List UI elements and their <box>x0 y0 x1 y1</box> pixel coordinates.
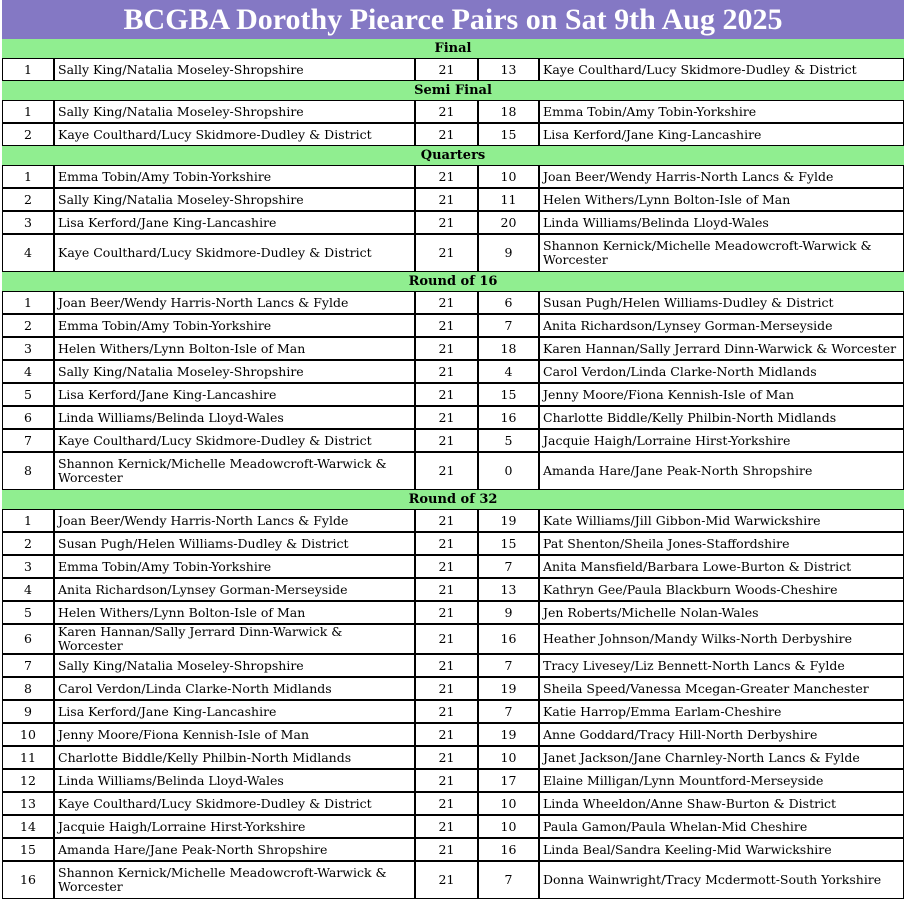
away-score: 7 <box>478 555 539 578</box>
away-pair: Anne Goddard/Tracy Hill-North Derbyshire <box>539 723 904 746</box>
home-pair: Amanda Hare/Jane Peak-North Shropshire <box>54 838 415 861</box>
home-score: 21 <box>415 861 478 899</box>
home-pair: Susan Pugh/Helen Williams-Dudley & District <box>54 532 415 555</box>
round-name: Round of 16 <box>2 272 904 291</box>
home-score: 21 <box>415 123 478 146</box>
home-score: 21 <box>415 838 478 861</box>
home-score: 21 <box>415 383 478 406</box>
match-row <box>2 211 904 234</box>
home-score: 21 <box>415 746 478 769</box>
match-number: 13 <box>2 792 54 815</box>
home-pair: Helen Withers/Lynn Bolton-Isle of Man <box>54 337 415 360</box>
home-score: 21 <box>415 677 478 700</box>
away-score: 13 <box>478 58 539 81</box>
home-score: 21 <box>415 406 478 429</box>
match-row <box>2 406 904 429</box>
match-number: 1 <box>2 58 54 81</box>
away-score: 7 <box>478 700 539 723</box>
home-score: 21 <box>415 314 478 337</box>
away-score: 7 <box>478 861 539 899</box>
home-score: 21 <box>415 815 478 838</box>
home-pair: Linda Williams/Belinda Lloyd-Wales <box>54 769 415 792</box>
match-number: 4 <box>2 360 54 383</box>
match-number: 7 <box>2 654 54 677</box>
home-score: 21 <box>415 211 478 234</box>
home-score: 21 <box>415 188 478 211</box>
match-number: 7 <box>2 429 54 452</box>
away-score: 11 <box>478 188 539 211</box>
away-pair: Jen Roberts/Michelle Nolan-Wales <box>539 601 904 624</box>
away-score: 7 <box>478 654 539 677</box>
away-pair: Jenny Moore/Fiona Kennish-Isle of Man <box>539 383 904 406</box>
match-row <box>2 337 904 360</box>
match-row <box>2 838 904 861</box>
match-number: 1 <box>2 291 54 314</box>
away-score: 10 <box>478 792 539 815</box>
match-number: 12 <box>2 769 54 792</box>
match-number: 3 <box>2 337 54 360</box>
match-row <box>2 861 904 899</box>
away-pair: Karen Hannan/Sally Jerrard Dinn-Warwick & Worcester <box>539 337 904 360</box>
round-header-row <box>2 490 904 509</box>
home-score: 21 <box>415 429 478 452</box>
home-score: 21 <box>415 723 478 746</box>
match-number: 5 <box>2 601 54 624</box>
away-pair: Lisa Kerford/Jane King-Lancashire <box>539 123 904 146</box>
away-score: 5 <box>478 429 539 452</box>
home-pair: Lisa Kerford/Jane King-Lancashire <box>54 211 415 234</box>
round-name: Quarters <box>2 146 904 165</box>
match-number: 9 <box>2 700 54 723</box>
home-score: 21 <box>415 291 478 314</box>
away-score: 15 <box>478 532 539 555</box>
page-title: BCGBA Dorothy Piearce Pairs on Sat 9th Aug 2025 <box>2 0 904 39</box>
away-pair: Susan Pugh/Helen Williams-Dudley & District <box>539 291 904 314</box>
home-pair: Shannon Kernick/Michelle Meadowcroft-Warwick & Worcester <box>54 861 415 899</box>
home-pair: Sally King/Natalia Moseley-Shropshire <box>54 360 415 383</box>
match-row <box>2 314 904 337</box>
away-pair: Tracy Livesey/Liz Bennett-North Lancs & Fylde <box>539 654 904 677</box>
match-row <box>2 746 904 769</box>
away-pair: Janet Jackson/Jane Charnley-North Lancs & Fylde <box>539 746 904 769</box>
home-pair: Sally King/Natalia Moseley-Shropshire <box>54 188 415 211</box>
match-number: 15 <box>2 838 54 861</box>
match-row <box>2 360 904 383</box>
away-pair: Donna Wainwright/Tracy Mcdermott-South Yorkshire <box>539 861 904 899</box>
home-score: 21 <box>415 452 478 490</box>
home-pair: Joan Beer/Wendy Harris-North Lancs & Fylde <box>54 509 415 532</box>
home-pair: Lisa Kerford/Jane King-Lancashire <box>54 700 415 723</box>
home-score: 21 <box>415 601 478 624</box>
away-score: 16 <box>478 838 539 861</box>
match-number: 8 <box>2 452 54 490</box>
away-pair: Helen Withers/Lynn Bolton-Isle of Man <box>539 188 904 211</box>
home-pair: Kaye Coulthard/Lucy Skidmore-Dudley & District <box>54 429 415 452</box>
away-pair: Paula Gamon/Paula Whelan-Mid Cheshire <box>539 815 904 838</box>
round-header-row <box>2 39 904 58</box>
away-score: 0 <box>478 452 539 490</box>
away-score: 18 <box>478 100 539 123</box>
match-row <box>2 383 904 406</box>
away-score: 18 <box>478 337 539 360</box>
away-pair: Jacquie Haigh/Lorraine Hirst-Yorkshire <box>539 429 904 452</box>
match-number: 1 <box>2 509 54 532</box>
home-pair: Lisa Kerford/Jane King-Lancashire <box>54 383 415 406</box>
away-pair: Carol Verdon/Linda Clarke-North Midlands <box>539 360 904 383</box>
away-score: 15 <box>478 123 539 146</box>
away-pair: Kate Williams/Jill Gibbon-Mid Warwickshire <box>539 509 904 532</box>
home-pair: Karen Hannan/Sally Jerrard Dinn-Warwick & Worcester <box>54 624 415 654</box>
home-pair: Kaye Coulthard/Lucy Skidmore-Dudley & District <box>54 123 415 146</box>
away-pair: Linda Williams/Belinda Lloyd-Wales <box>539 211 904 234</box>
results-body <box>2 39 904 899</box>
round-header-row <box>2 272 904 291</box>
home-pair: Sally King/Natalia Moseley-Shropshire <box>54 654 415 677</box>
match-number: 3 <box>2 211 54 234</box>
away-score: 19 <box>478 677 539 700</box>
home-pair: Sally King/Natalia Moseley-Shropshire <box>54 100 415 123</box>
match-row <box>2 509 904 532</box>
match-row <box>2 769 904 792</box>
away-pair: Anita Richardson/Lynsey Gorman-Merseyside <box>539 314 904 337</box>
home-score: 21 <box>415 337 478 360</box>
away-score: 16 <box>478 624 539 654</box>
round-name: Round of 32 <box>2 490 904 509</box>
match-row <box>2 452 904 490</box>
away-pair: Kathryn Gee/Paula Blackburn Woods-Cheshire <box>539 578 904 601</box>
home-score: 21 <box>415 360 478 383</box>
away-score: 9 <box>478 601 539 624</box>
away-score: 16 <box>478 406 539 429</box>
home-score: 21 <box>415 624 478 654</box>
match-row <box>2 165 904 188</box>
round-header-row <box>2 146 904 165</box>
away-score: 19 <box>478 509 539 532</box>
home-pair: Sally King/Natalia Moseley-Shropshire <box>54 58 415 81</box>
away-pair: Pat Shenton/Sheila Jones-Staffordshire <box>539 532 904 555</box>
match-number: 6 <box>2 624 54 654</box>
match-number: 8 <box>2 677 54 700</box>
away-score: 10 <box>478 815 539 838</box>
home-score: 21 <box>415 509 478 532</box>
match-number: 2 <box>2 123 54 146</box>
away-pair: Shannon Kernick/Michelle Meadowcroft-Warwick & Worcester <box>539 234 904 272</box>
match-row <box>2 723 904 746</box>
home-pair: Charlotte Biddle/Kelly Philbin-North Midlands <box>54 746 415 769</box>
away-score: 13 <box>478 578 539 601</box>
away-score: 10 <box>478 746 539 769</box>
away-pair: Joan Beer/Wendy Harris-North Lancs & Fylde <box>539 165 904 188</box>
home-score: 21 <box>415 769 478 792</box>
away-score: 6 <box>478 291 539 314</box>
match-number: 10 <box>2 723 54 746</box>
away-score: 7 <box>478 314 539 337</box>
match-number: 4 <box>2 578 54 601</box>
home-score: 21 <box>415 792 478 815</box>
home-pair: Emma Tobin/Amy Tobin-Yorkshire <box>54 165 415 188</box>
away-score: 17 <box>478 769 539 792</box>
away-pair: Anita Mansfield/Barbara Lowe-Burton & District <box>539 555 904 578</box>
home-pair: Emma Tobin/Amy Tobin-Yorkshire <box>54 555 415 578</box>
match-number: 16 <box>2 861 54 899</box>
away-score: 9 <box>478 234 539 272</box>
home-pair: Emma Tobin/Amy Tobin-Yorkshire <box>54 314 415 337</box>
match-number: 2 <box>2 314 54 337</box>
match-row <box>2 677 904 700</box>
home-pair: Joan Beer/Wendy Harris-North Lancs & Fylde <box>54 291 415 314</box>
home-pair: Helen Withers/Lynn Bolton-Isle of Man <box>54 601 415 624</box>
match-number: 6 <box>2 406 54 429</box>
home-pair: Anita Richardson/Lynsey Gorman-Merseyside <box>54 578 415 601</box>
match-row <box>2 700 904 723</box>
match-number: 11 <box>2 746 54 769</box>
match-number: 2 <box>2 188 54 211</box>
match-row <box>2 291 904 314</box>
away-pair: Emma Tobin/Amy Tobin-Yorkshire <box>539 100 904 123</box>
round-name: Final <box>2 39 904 58</box>
home-score: 21 <box>415 532 478 555</box>
match-number: 1 <box>2 165 54 188</box>
match-row <box>2 58 904 81</box>
away-pair: Kaye Coulthard/Lucy Skidmore-Dudley & District <box>539 58 904 81</box>
match-number: 2 <box>2 532 54 555</box>
match-row <box>2 100 904 123</box>
match-row <box>2 234 904 272</box>
match-row <box>2 123 904 146</box>
match-row <box>2 555 904 578</box>
home-score: 21 <box>415 100 478 123</box>
home-pair: Kaye Coulthard/Lucy Skidmore-Dudley & District <box>54 234 415 272</box>
home-score: 21 <box>415 234 478 272</box>
away-pair: Charlotte Biddle/Kelly Philbin-North Midlands <box>539 406 904 429</box>
home-pair: Kaye Coulthard/Lucy Skidmore-Dudley & District <box>54 792 415 815</box>
home-pair: Carol Verdon/Linda Clarke-North Midlands <box>54 677 415 700</box>
away-score: 20 <box>478 211 539 234</box>
match-number: 3 <box>2 555 54 578</box>
match-row <box>2 601 904 624</box>
home-score: 21 <box>415 58 478 81</box>
away-pair: Katie Harrop/Emma Earlam-Cheshire <box>539 700 904 723</box>
match-row <box>2 429 904 452</box>
home-pair: Jacquie Haigh/Lorraine Hirst-Yorkshire <box>54 815 415 838</box>
match-row <box>2 792 904 815</box>
away-pair: Amanda Hare/Jane Peak-North Shropshire <box>539 452 904 490</box>
match-number: 4 <box>2 234 54 272</box>
match-number: 5 <box>2 383 54 406</box>
away-pair: Elaine Milligan/Lynn Mountford-Merseyside <box>539 769 904 792</box>
match-row <box>2 188 904 211</box>
results-table <box>2 39 904 899</box>
home-pair: Jenny Moore/Fiona Kennish-Isle of Man <box>54 723 415 746</box>
away-score: 19 <box>478 723 539 746</box>
away-pair: Heather Johnson/Mandy Wilks-North Derbyshire <box>539 624 904 654</box>
match-row <box>2 578 904 601</box>
away-score: 15 <box>478 383 539 406</box>
match-row <box>2 815 904 838</box>
away-pair: Linda Beal/Sandra Keeling-Mid Warwickshire <box>539 838 904 861</box>
home-score: 21 <box>415 578 478 601</box>
match-row <box>2 624 904 654</box>
away-score: 10 <box>478 165 539 188</box>
match-number: 14 <box>2 815 54 838</box>
home-pair: Shannon Kernick/Michelle Meadowcroft-Warwick & Worcester <box>54 452 415 490</box>
round-name: Semi Final <box>2 81 904 100</box>
away-pair: Linda Wheeldon/Anne Shaw-Burton & District <box>539 792 904 815</box>
home-score: 21 <box>415 165 478 188</box>
round-header-row <box>2 81 904 100</box>
home-pair: Linda Williams/Belinda Lloyd-Wales <box>54 406 415 429</box>
match-row <box>2 654 904 677</box>
home-score: 21 <box>415 654 478 677</box>
away-pair: Sheila Speed/Vanessa Mcegan-Greater Manchester <box>539 677 904 700</box>
match-number: 1 <box>2 100 54 123</box>
home-score: 21 <box>415 700 478 723</box>
away-score: 4 <box>478 360 539 383</box>
home-score: 21 <box>415 555 478 578</box>
match-row <box>2 532 904 555</box>
